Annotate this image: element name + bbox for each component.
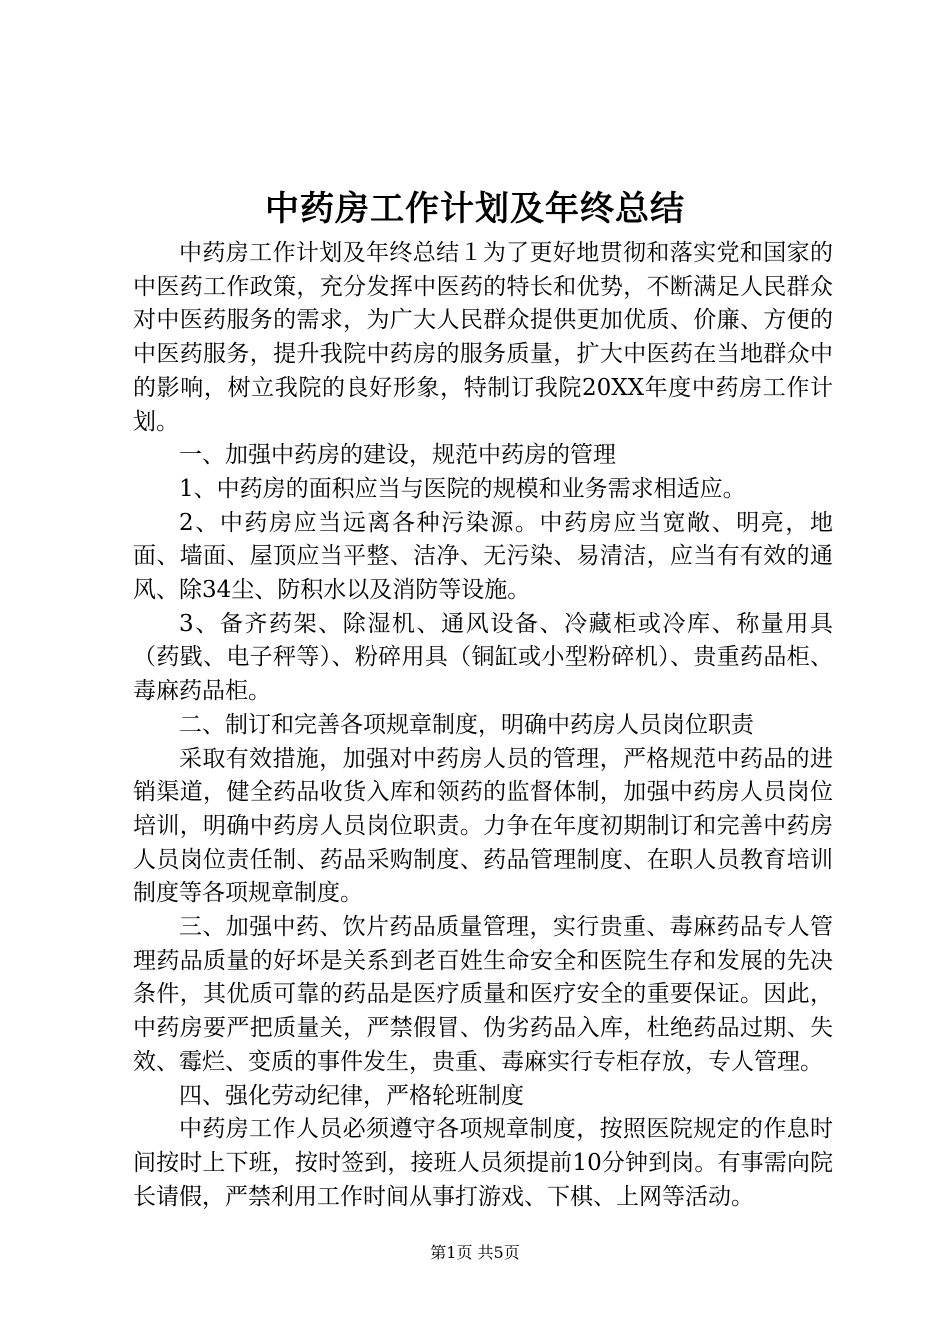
paragraph-section-2: 采取有效措施，加强对中药房人员的管理，严格规范中药品的进销渠道，健全药品收货入库和领药的监督体制，加强中药房人员岗位培训，明确中药房人员岗位职责。力争在年度初期制订和完善中药房人员岗位责任制、药品采购制度、药品管理制度、在职人员教育培训制度等各项规章制度。 [133,745,833,907]
paragraph-section-4: 中药房工作人员必须遵守各项规章制度，按照医院规定的作息时间按时上下班，按时签到，接班人员须提前10分钟到岗。有事需向院长请假，严禁利用工作时间从事打游戏、下棋、上网等活动。 [133,1116,833,1210]
section-heading-4: 四、强化劳动纪律，严格轮班制度 [179,1082,524,1109]
document-body [133,237,833,1214]
paragraph-section-3: 三、加强中药、饮片药品质量管理，实行贵重、毒麻药品专人管理药品质量的好坏是关系到老百姓生命安全和医院生存和发展的先决条件，其优质可靠的药品是医疗质量和医疗安全的重要保证。因此，中药房要严把质量关，严禁假冒、伪劣药品入库，杜绝药品过期、失效、霉烂、变质的事件发生，贵重、毒麻实行专柜存放，专人管理。 [133,914,833,1075]
page-number-footer: 第1页 共5页 [430,1243,520,1262]
list-item-2: 2、中药房应当远离各种污染源。中药房应当宽敞、明亮，地面、墙面、屋顶应当平整、洁净、无污染、易清洁，应当有有效的通风、除34尘、防积水以及消防等设施。 [133,509,833,604]
section-heading-2: 二、制订和完善各项规章制度，明确中药房人员岗位职责 [179,711,754,738]
paragraph-intro: 中药房工作计划及年终总结１为了更好地贯彻和落实党和国家的中医药工作政策，充分发挥中医药的特长和优势，不断满足人民群众对中医药服务的需求，为广大人民群众提供更加优质、价廉、方便的中医药服务，提升我院中药房的服务质量，扩大中医药在当地群众中的影响，树立我院的良好形象，特制订我院20XX年度中药房工作计划。 [133,240,833,435]
list-item-1: 1、中药房的面积应当与医院的规模和业务需求相适应。 [179,475,746,502]
document-title: 中药房工作计划及年终总结 [265,189,685,229]
list-item-3: 3、备齐药架、除湿机、通风设备、冷藏柜或冷库、称量用具（药戥、电子秤等）、粉碎用具（铜缸或小型粉碎机）、贵重药品柜、毒麻药品柜。 [133,610,833,705]
section-heading-1: 一、加强中药房的建设，规范中药房的管理 [179,442,616,469]
